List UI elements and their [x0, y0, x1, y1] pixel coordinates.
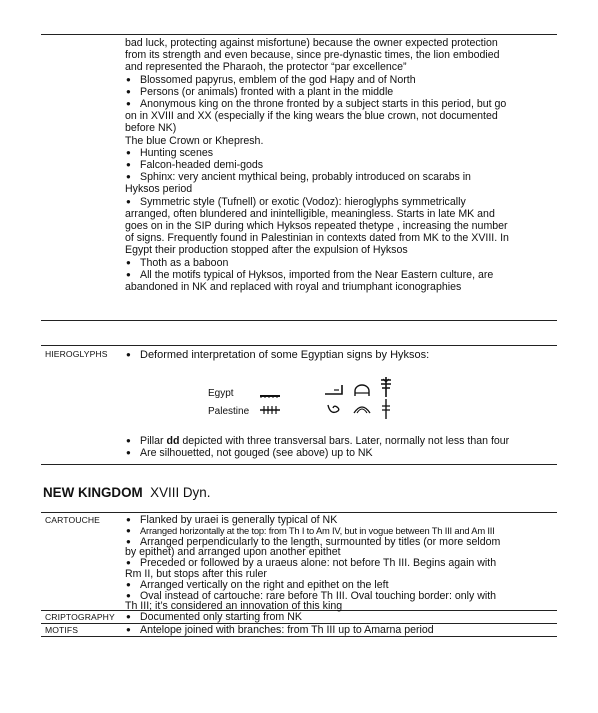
motifs-text: ● Antelope joined with branches: from Th III up to Amarna period	[125, 624, 557, 636]
rule-hieroglyphs-bottom	[41, 464, 557, 465]
text-line: and represented the Pharaoh, the protector “par excellence”	[125, 61, 407, 74]
bullet-line: ● Thoth as a baboon	[125, 257, 557, 269]
hieroglyphs-intro	[125, 349, 557, 361]
text-line: of signs. Frequently found in Palestinian in contexts dated from MK to the XVIII. In	[125, 232, 509, 245]
hieroglyphs-notes	[125, 435, 557, 459]
text-line: from its strength and even because, since pre-dynastic times, the lion embodied	[125, 49, 500, 62]
egypt-sign-1-icon	[258, 388, 282, 402]
bullet-line: ● Preceded or followed by a uraeus alone: not before Th III. Begins again with	[125, 558, 557, 569]
bullet-line: ● Symmetric style (Tufnell) or exotic (Vodoz): hieroglyphs symmetrically	[125, 196, 557, 208]
bullet-line: ● Anonymous king on the throne fronted by a subject starts in this period, but go	[125, 98, 557, 110]
hieroglyphs-label: HIEROGLYPHS	[45, 349, 108, 359]
egypt-sign-4-icon	[374, 376, 398, 398]
text-line: goes on in the SIP during which Hyksos repeated thetype , increasing the number	[125, 220, 508, 233]
cartouche-label: CARTOUCHE	[45, 515, 101, 525]
text-line: arranged, often blundered and inintelligible, meaningless. Starts in late MK and	[125, 207, 495, 220]
heading-bold: NEW KINGDOM	[43, 485, 143, 500]
cartouche-list	[125, 515, 557, 612]
pillar-note-pre: Pillar	[140, 435, 167, 447]
bullet-line: ● Persons (or animals) fronted with a plant in the middle	[125, 86, 557, 98]
text-line: bad luck, protecting against misfortune) because the owner expected protection	[125, 37, 498, 49]
hieroglyphs-intro-text: ● Deformed interpretation of some Egyptian signs by Hyksos:	[125, 349, 557, 361]
pillar-note-post: depicted with three transversal bars. Later, normally not less than four	[179, 435, 510, 447]
text-line: on in XVIII and XX (especially if the king wears the blue crown, not documented	[125, 110, 498, 123]
row-label-palestine: Palestine	[208, 406, 250, 417]
silhouetted-note: ● Are silhouetted, not gouged (see above) up to NK	[125, 447, 557, 459]
text-line: The blue Crown or Khepresh.	[125, 134, 264, 147]
bullet-line: ● Flanked by uraei is generally typical of NK	[125, 515, 557, 526]
sign-comparison-figure	[200, 368, 430, 422]
rule-section1-bottom	[41, 320, 557, 321]
bullet-line: ● Oval instead of cartouche: rare before Th III. Oval touching border: only with	[125, 591, 557, 602]
rule-top	[41, 34, 557, 35]
motifs-list	[125, 624, 557, 636]
bullet-line: ● All the motifs typical of Hyksos, imported from the Near Eastern culture, are	[125, 269, 557, 281]
palestine-sign-1-icon	[258, 403, 282, 417]
rule-hieroglyphs-top	[41, 345, 557, 346]
section-heading	[43, 485, 210, 500]
pillar-note-bold: dd	[166, 435, 180, 447]
text-line: abandoned in NK and replaced with royal and triumphant iconographies	[125, 281, 462, 294]
bullet-line: ● Blossomed papyrus, emblem of the god Hapy and of North	[125, 74, 557, 86]
bullet-line: ● Hunting scenes	[125, 147, 557, 159]
text-line: Rm II, but stops after this ruler	[125, 567, 267, 580]
heading-rest: XVIII Dyn.	[150, 485, 211, 500]
criptography-text: ● Documented only starting from NK	[125, 611, 557, 623]
bullet-line: ● Arranged horizontally at the top: from Th I to Am IV, but in vogue between Th III and Am III	[125, 526, 557, 537]
palestine-sign-2-icon	[324, 401, 348, 415]
rule-cartouche-top	[41, 512, 557, 513]
motifs-continued-list	[125, 37, 557, 293]
bullet-line: ● Sphinx: very ancient mythical being, probably introduced on scarabs in	[125, 171, 557, 183]
row-label-egypt: Egypt	[208, 388, 234, 399]
palestine-sign-4-icon	[374, 398, 398, 420]
motifs-label: MOTIFS	[45, 625, 79, 635]
text-line: by epithet) and arranged upon another epithet	[125, 546, 341, 559]
egypt-sign-2-icon	[322, 382, 346, 396]
criptography-list	[125, 611, 557, 623]
pillar-note	[125, 435, 557, 447]
criptography-label: CRIPTOGRAPHY	[45, 612, 115, 622]
bullet-line: ● Falcon-headed demi-gods	[125, 159, 557, 171]
palestine-sign-3-icon	[350, 401, 374, 415]
text-line: before NK)	[125, 122, 177, 135]
text-line: Egypt their production stopped after the expulsion of Hyksos	[125, 244, 408, 257]
text-line: Hyksos period	[125, 183, 193, 196]
egypt-sign-3-icon	[350, 384, 374, 398]
bullet-line: ● Arranged perpendicularly to the length, surmounted by titles (or more seldom	[125, 537, 557, 548]
text-line: Th III; it’s considered an innovation of this king	[125, 600, 343, 613]
bullet-line: ● Arranged vertically on the right and epithet on the left	[125, 580, 557, 591]
